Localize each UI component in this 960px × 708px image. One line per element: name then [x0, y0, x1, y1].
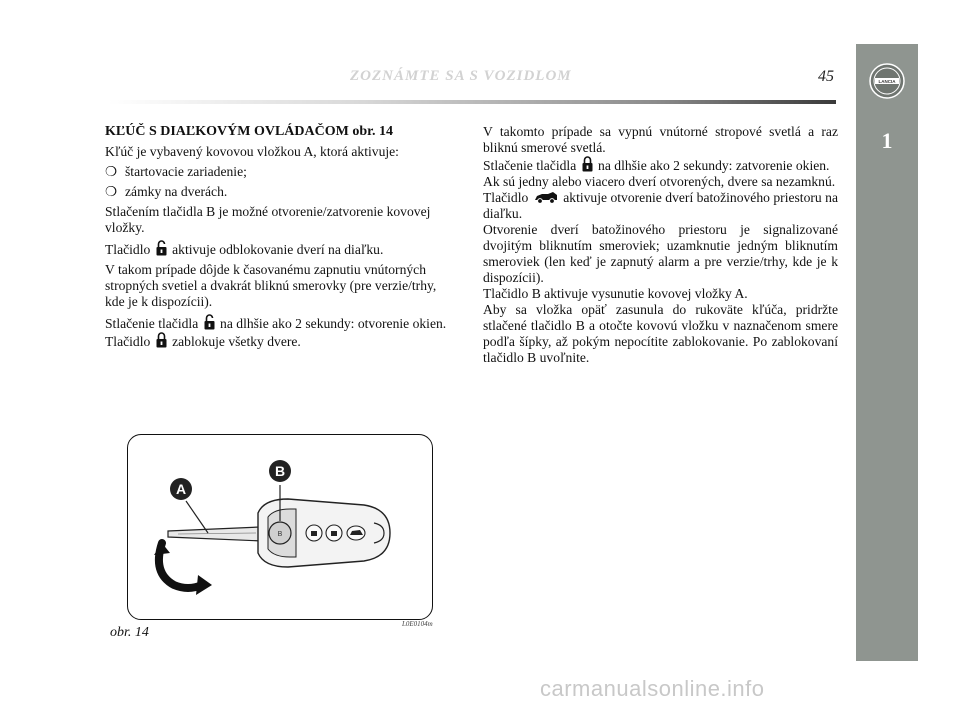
svg-text:B: B	[277, 531, 283, 538]
key-drawing	[128, 435, 432, 619]
chapter-number: 1	[881, 128, 893, 153]
paragraph-unlock: Tlačidlo aktivuje odblokovanie dverí na diaľku.	[105, 242, 384, 257]
lancia-logo-icon	[868, 62, 906, 100]
paragraph-doors-open: Ak sú jedny alebo viacero dverí otvorených, dvere sa nezamknú.	[483, 174, 836, 189]
section-title: KĽÚČ S DIAĽKOVÝM OVLÁDAČOM obr. 14	[105, 124, 394, 139]
paragraph-retract-blade: Aby sa vložka opäť zasunula do rukoväte kľúča, pridržte stlačené tlačidlo B a otočte kovovú vložku v naznačenom smere podľa šípky, až pokým nepocítite zablokovanie. Po zablokovaní tlačidlo B uvoľnite.	[483, 302, 838, 365]
paragraph-press-b: Stlačením tlačidla B je možné otvorenie/zatvorenie kovovej vložky.	[105, 204, 431, 235]
figure-caption: obr. 14	[110, 625, 149, 640]
logo-wordmark: LANCIA	[878, 79, 896, 84]
watermark: carmanualsonline.info	[540, 676, 765, 701]
paragraph-timed-lights: V takom prípade dôjde k časovanému zapnutiu vnútorných stropných svetiel a dvakrát bliknú smerovky (pre verzie/trhy, kde je k dispozícii).	[105, 262, 437, 309]
unlock-padlock-icon	[156, 240, 167, 256]
paragraph-hold-lock: Stlačenie tlačidla na dlhšie ako 2 sekundy: zatvorenie okien.	[483, 158, 830, 173]
paragraph-trunk-signal: Otvorenie dverí batožinového priestoru je signalizované dvojitým bliknutím smeroviek; uzamknutie jedným bliknutím smeroviek (len keď je zapnutý alarm a pre verzie/trhy, kde je k dispozícii).	[483, 222, 838, 285]
bullet-icon: ❍	[105, 184, 118, 199]
paragraph-trunk-button: Tlačidlo aktivuje otvorenie dverí batožinového priestoru na diaľku.	[483, 190, 838, 221]
paragraph-hold-unlock: Stlačenie tlačidla na dlhšie ako 2 sekundy: otvorenie okien. Tlačidlo zablokuje všetky dvere.	[105, 316, 447, 349]
paragraph-button-b: Tlačidlo B aktivuje vysunutie kovovej vložky A.	[483, 286, 748, 301]
intro-paragraph: Kľúč je vybavený kovovou vložkou A, ktorá aktivuje:	[105, 144, 399, 159]
list-item	[105, 164, 457, 180]
header-rule	[108, 100, 836, 104]
page-number: 45	[818, 68, 834, 85]
list-item-text: zámky na dverách.	[125, 184, 228, 199]
bullet-list	[105, 164, 457, 200]
paragraph-lights-off: V takomto prípade sa vypnú vnútorné stropové svetlá a raz bliknú smerové svetlá.	[483, 124, 838, 155]
left-column	[105, 124, 457, 354]
label-a: A	[175, 481, 187, 497]
figure-key-illustration	[127, 434, 433, 620]
car-trunk-icon	[534, 190, 558, 204]
list-item-text: štartovacie zariadenie;	[125, 164, 247, 179]
lock-padlock-icon	[156, 332, 167, 348]
bullet-icon: ❍	[105, 164, 118, 179]
rotation-arrow-head-icon	[196, 575, 212, 595]
lock-padlock-icon	[582, 156, 593, 172]
figure-code: L0E0104m	[402, 620, 433, 628]
list-item	[105, 184, 457, 200]
running-header-title: ZOZNÁMTE SA S VOZIDLOM	[350, 68, 572, 84]
unlock-padlock-icon	[204, 314, 215, 330]
label-b: B	[274, 463, 286, 479]
right-column	[483, 124, 838, 366]
